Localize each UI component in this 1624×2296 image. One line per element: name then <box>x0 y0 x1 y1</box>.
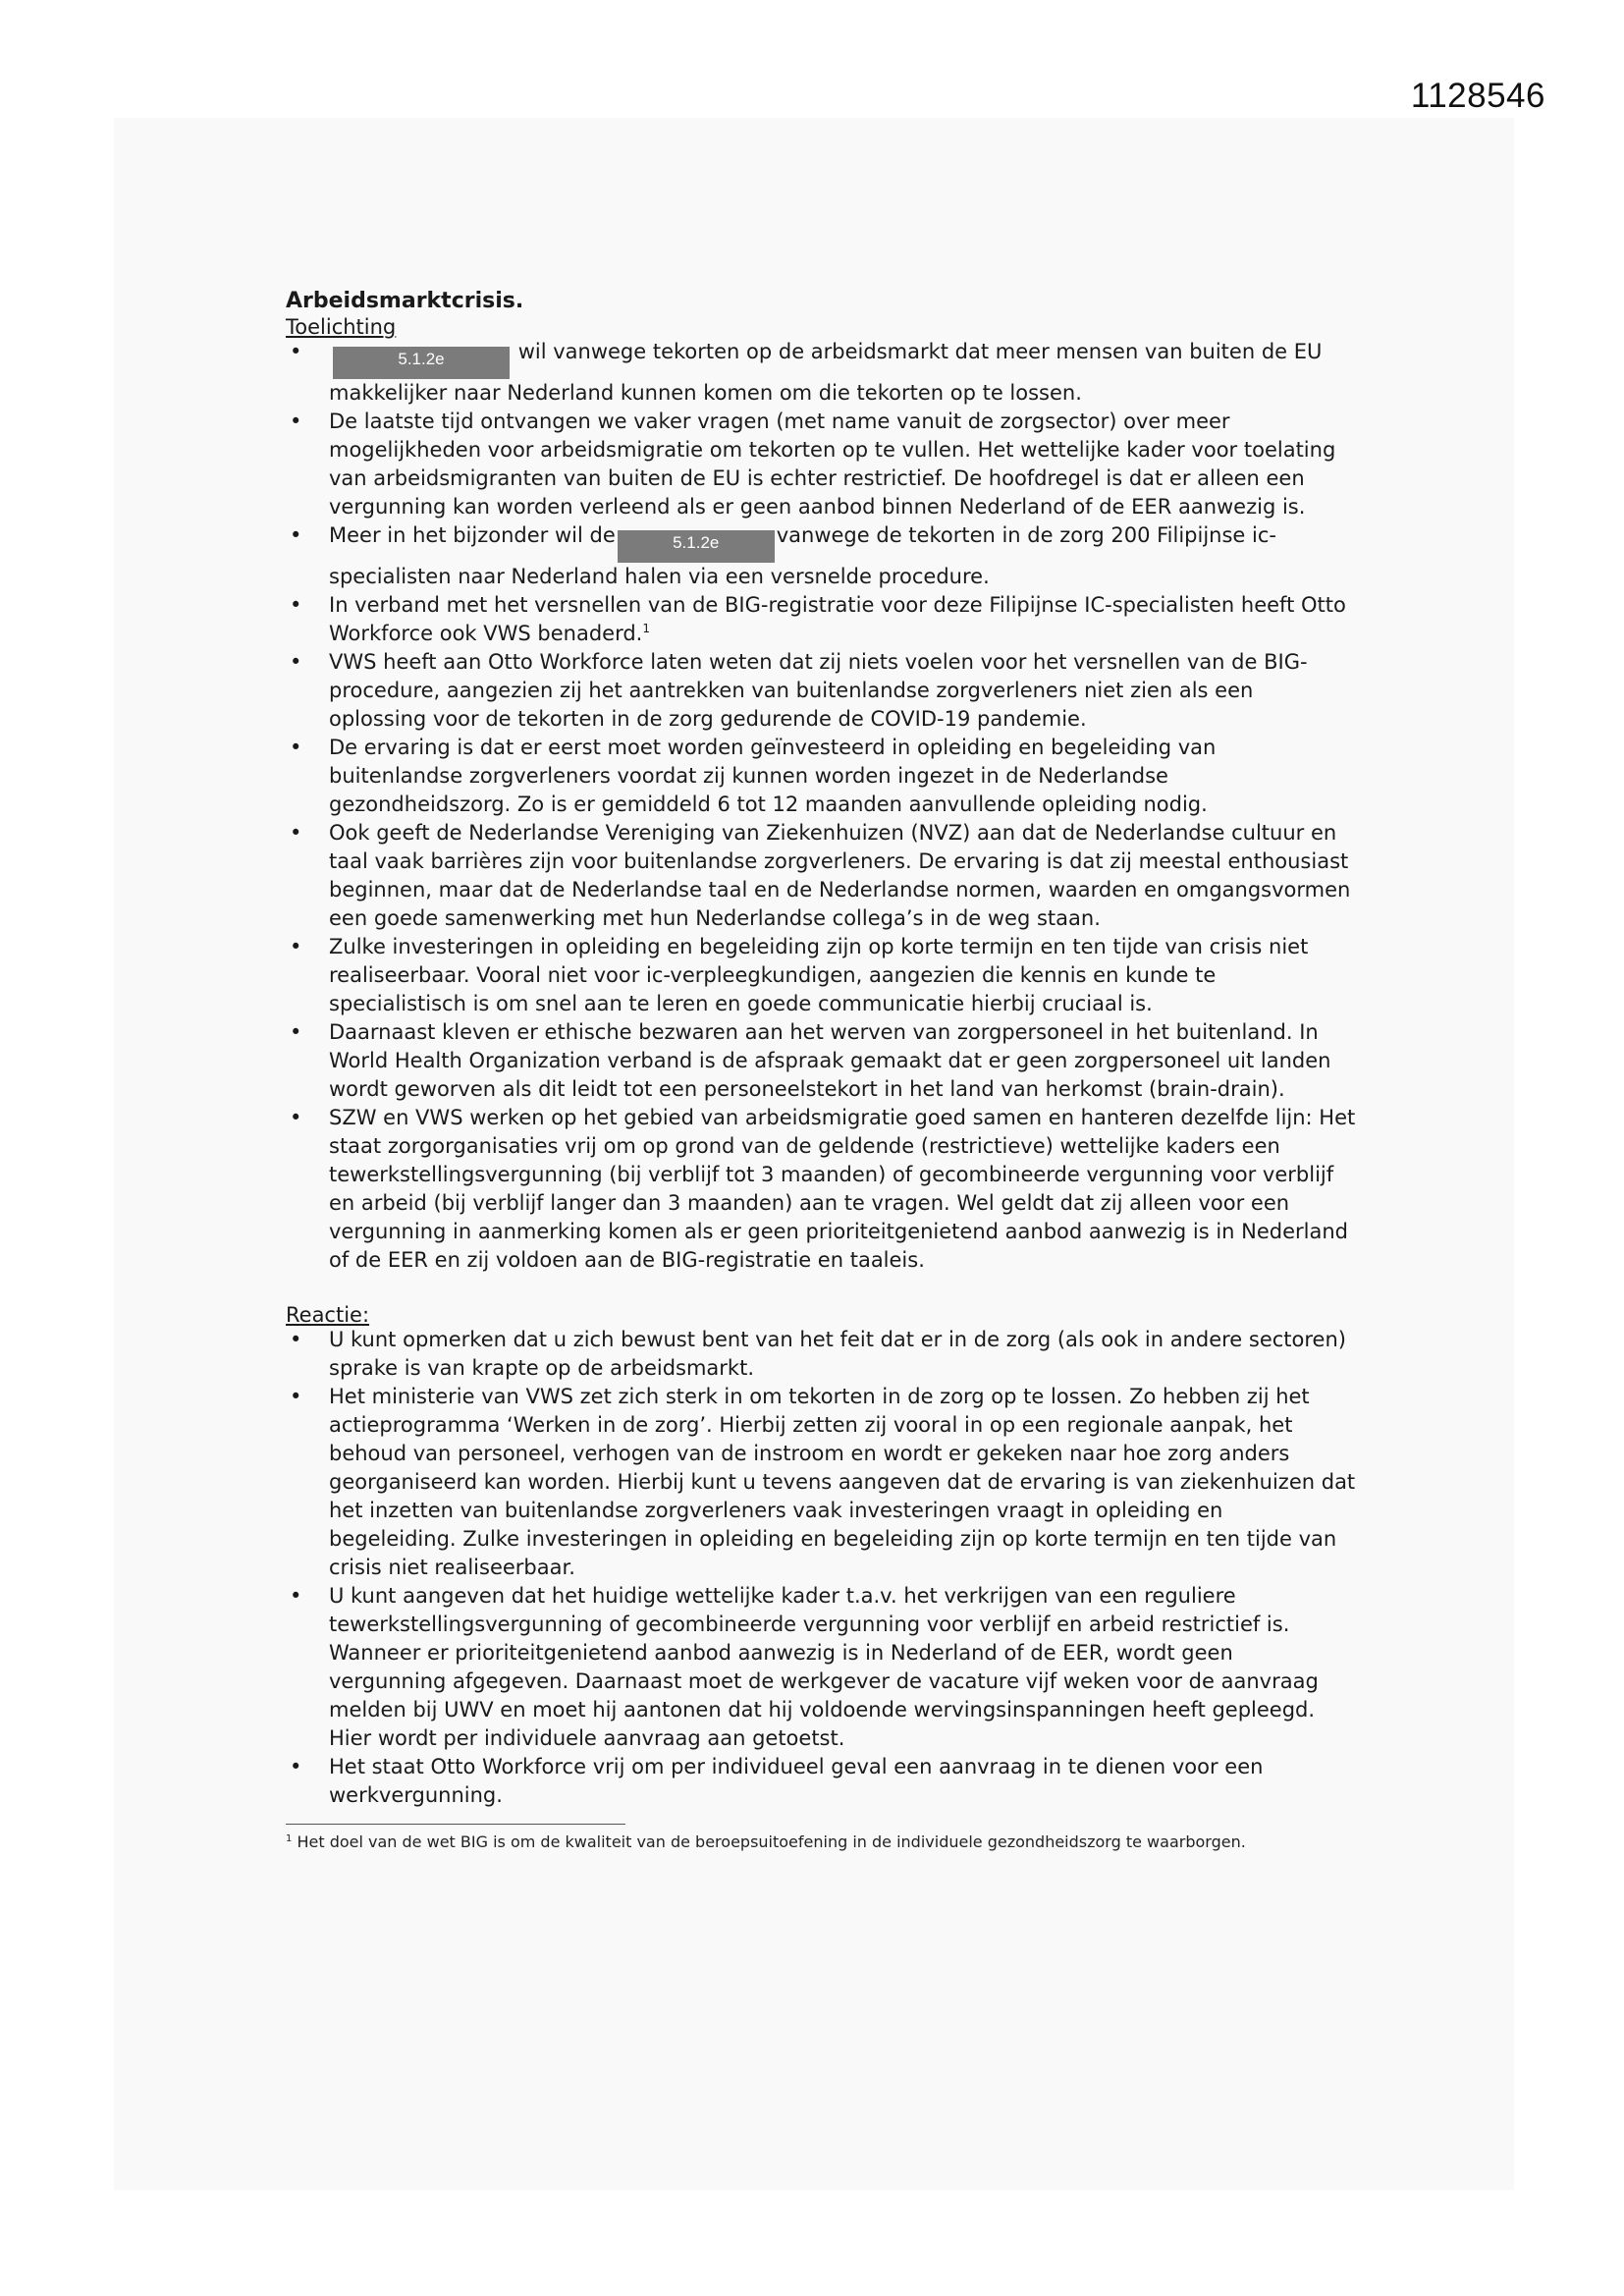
item-text: In verband met het versnellen van de BIG-registratie voor deze Filipijnse IC-specialisten heeft Otto Workforce ook VWS benaderd. <box>329 593 1346 645</box>
list-item: • Daarnaast kleven er ethische bezwaren aan het werven van zorgpersoneel in het buitenland. In World Health Organization verband is de afspraak gemaakt dat er geen zorgpersoneel uit landen wordt geworven als dit leidt tot een personeelstekort in het land van herkomst (brain-drain). <box>286 1018 1356 1104</box>
list-item <box>286 591 1356 648</box>
footnote <box>286 1831 1356 1854</box>
list-item: • SZW en VWS werken op het gebied van arbeidsmigratie goed samen en hanteren dezelfde lijn: Het staat zorgorganisaties vrij om op grond van de geldende (restrictieve) wettelijke kaders een tewerkstellingsvergunning (bij verblijf tot 3 maanden) of gecombineerde vergunning voor verblijf en arbeid (bij verblijf langer dan 3 maanden) aan te vragen. Wel geldt dat zij alleen voor een vergunning in aanmerking komen als er geen prioriteitgenietend aanbod aanwezig is in Nederland of de EER en zij voldoen aan de BIG-registratie en taaleis. <box>286 1104 1356 1275</box>
redaction-box: 5.1.2e <box>618 530 775 563</box>
list-item: • Zulke investeringen in opleiding en begeleiding zijn op korte termijn en ten tijde van crisis niet realiseerbaar. Vooral niet voor ic-verpleegkundigen, aangezien die kennis en kunde te specialistisch is om snel aan te leren en goede communicatie hierbij cruciaal is. <box>286 933 1356 1018</box>
section-spacer <box>286 1275 1356 1304</box>
item-text: wil vanwege tekorten op de arbeidsmarkt dat meer mensen van buiten de EU <box>517 340 1323 363</box>
list-item: • U kunt opmerken dat u zich bewust bent van het feit dat er in de zorg (als ook in andere sectoren) sprake is van krapte op de arbeidsmarkt. <box>286 1326 1356 1383</box>
item-text-continued: vanwege de tekorten in de zorg 200 Filipijnse ic-specialisten naar Nederland halen via een versnelde procedure. <box>329 523 1276 588</box>
footnote-marker: 1 <box>286 1833 293 1844</box>
list-item: • U kunt aangeven dat het huidige wettelijke kader t.a.v. het verkrijgen van een reguliere tewerkstellingsvergunning of gecombineerde vergunning voor verblijf en arbeid restrictief is. Wanneer er prioriteitgenietend aanbod aanwezig is in Nederland of de EER, wordt geen vergunning afgegeven. Daarnaast moet de werkgever de vacature vijf weken voor de aanvraag melden bij UWV en moet hij aantonen dat hij voldoende wervingsinspanningen heeft gepleegd. Hier wordt per individuele aanvraag aan getoetst. <box>286 1582 1356 1753</box>
footnote-separator <box>286 1824 625 1825</box>
item-text: Meer in het bijzonder wil de <box>329 523 616 547</box>
list-item: • De laatste tijd ontvangen we vaker vragen (met name vanuit de zorgsector) over meer mogelijkheden voor arbeidsmigratie om tekorten op te vullen. Het wettelijke kader voor toelating van arbeidsmigranten van buiten de EU is echter restrictief. De hoofdregel is dat er alleen een vergunning kan worden verleend als er geen aanbod binnen Nederland of de EER aanwezig is. <box>286 408 1356 521</box>
list-item: • Het staat Otto Workforce vrij om per individueel geval een aanvraag in te dienen voor een werkvergunning. <box>286 1753 1356 1810</box>
toelichting-list <box>286 338 1356 1275</box>
section-heading: Arbeidsmarktcrisis. <box>286 289 524 313</box>
toelichting-label: Toelichting <box>286 315 397 339</box>
redaction-box: 5.1.2e <box>333 347 510 379</box>
document-body <box>286 287 1356 1854</box>
list-item: • Het ministerie van VWS zet zich sterk in om tekorten in de zorg op te lossen. Zo hebben zij het actieprogramma ‘Werken in de zorg’. Hierbij zetten zij vooral in op een regionale aanpak, het behoud van personeel, verhogen van de instroom en wordt er gekeken naar hoe zorg anders georganiseerd kan worden. Hierbij kunt u tevens aangeven dat de ervaring is van ziekenhuizen dat het inzetten van buitenlandse zorgverleners vaak investeringen vraagt in opleiding en begeleiding. Zulke investeringen in opleiding en begeleiding zijn op korte termijn en ten tijde van crisis niet realiseerbaar. <box>286 1383 1356 1582</box>
list-item <box>286 521 1356 591</box>
reactie-label: Reactie: <box>286 1303 370 1327</box>
list-item <box>286 338 1356 408</box>
footnote-reference: 1 <box>642 622 650 635</box>
list-item: • VWS heeft aan Otto Workforce laten weten dat zij niets voelen voor het versnellen van de BIG-procedure, aangezien zij het aantrekken van buitenlandse zorgverleners niet zien als een oplossing voor de tekorten in de zorg gedurende de COVID-19 pandemie. <box>286 648 1356 734</box>
reactie-list <box>286 1326 1356 1810</box>
list-item: • De ervaring is dat er eerst moet worden geïnvesteerd in opleiding en begeleiding van buitenlandse zorgverleners voordat zij kunnen worden ingezet in de Nederlandse gezondheidszorg. Zo is er gemiddeld 6 tot 12 maanden aanvullende opleiding nodig. <box>286 734 1356 819</box>
item-text-continued: makkelijker naar Nederland kunnen komen om die tekorten op te lossen. <box>329 381 1082 405</box>
document-number: 1128546 <box>1410 77 1545 115</box>
footnote-text: Het doel van de wet BIG is om de kwaliteit van de beroepsuitoefening in de individuele gezondheidszorg te waarborgen. <box>297 1832 1246 1851</box>
list-item: • Ook geeft de Nederlandse Vereniging van Ziekenhuizen (NVZ) aan dat de Nederlandse cultuur en taal vaak barrières zijn voor buitenlandse zorgverleners. De ervaring is dat zij meestal enthousiast beginnen, maar dat de Nederlandse taal en de Nederlandse normen, waarden en omgangsvormen een goede samenwerking met hun Nederlandse collega’s in de weg staan. <box>286 819 1356 933</box>
